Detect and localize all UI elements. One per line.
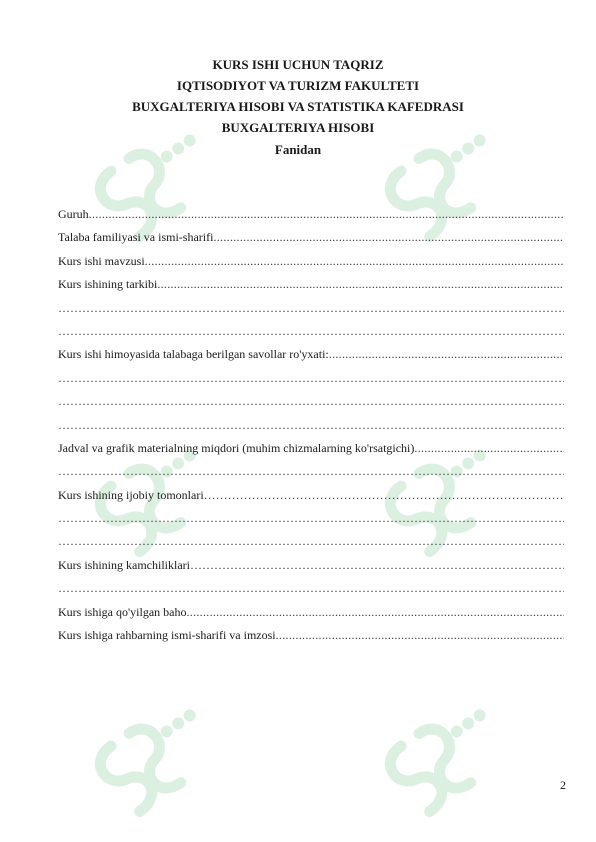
review-form [58, 203, 564, 647]
fill-line [89, 203, 564, 226]
soff-logo-icon [360, 700, 510, 830]
form-row-blank [58, 367, 564, 390]
field-label-grade: Kurs ishiga qo'yilgan baho [58, 604, 187, 619]
fill-line [213, 226, 564, 249]
form-row-group [58, 203, 564, 226]
form-row-strengths [58, 484, 564, 507]
field-label-topic: Kurs ishi mavzusi [58, 253, 145, 268]
field-label-group: Guruh [58, 207, 89, 221]
subject-suffix: Fanidan [274, 142, 322, 157]
field-label-questions: Kurs ishi himoyasida talabaga berilgan savollar ro'yxati: [58, 347, 329, 362]
fill-line [58, 390, 564, 413]
department-name: BUXGALTERIYA HISOBI VA STATISTIKA KAFEDRASI [132, 99, 464, 114]
form-row-blank [58, 577, 564, 600]
fill-line [414, 437, 564, 460]
fill-line [157, 273, 564, 296]
form-row-blank [58, 297, 564, 320]
document-header [0, 54, 596, 160]
fill-line [58, 530, 564, 553]
soff-logo-icon [70, 700, 220, 830]
fill-line [276, 624, 564, 647]
form-row-blank [58, 414, 564, 437]
form-row-weaknesses [58, 554, 564, 577]
form-row-topic [58, 250, 564, 273]
page-number: 2 [560, 778, 566, 792]
form-row-supervisor [58, 624, 564, 647]
fill-line [58, 577, 564, 600]
form-row-blank [58, 530, 564, 553]
form-row-blank [58, 320, 564, 343]
field-label-materials: Jadval va grafik materialning miqdori (muhim chizmalarning ko'rsatgichi) [58, 440, 415, 455]
field-label-weaknesses: Kurs ishining kamchiliklari [58, 557, 190, 572]
fill-line [329, 343, 564, 366]
fill-line [58, 460, 564, 483]
field-label-structure: Kurs ishining tarkibi [58, 277, 158, 292]
fill-line [58, 320, 564, 343]
field-label-supervisor: Kurs ishiga rahbarning ismi-sharifi va imzosi [58, 628, 276, 643]
field-label-strengths: Kurs ishining ijobiy tomonlari [58, 487, 204, 502]
fill-line [58, 297, 564, 320]
form-row-grade [58, 601, 564, 624]
form-row-questions [58, 343, 564, 366]
form-row-blank [58, 390, 564, 413]
form-row-structure [58, 273, 564, 296]
form-row-materials [58, 437, 564, 460]
form-row-student-name [58, 226, 564, 249]
fill-line [58, 367, 564, 390]
field-label-student-name: Talaba familiyasi va ismi-sharifi [58, 230, 214, 245]
document-title: KURS ISHI UCHUN TAQRIZ [212, 57, 384, 72]
form-row-blank [58, 507, 564, 530]
fill-line [204, 484, 564, 507]
fill-line [190, 554, 564, 577]
form-row-blank [58, 460, 564, 483]
faculty-name: IQTISODIYOT VA TURIZM FAKULTETI [176, 78, 420, 93]
subject-name: BUXGALTERIYA HISOBI [221, 120, 375, 135]
fill-line [58, 507, 564, 530]
fill-line [145, 250, 564, 273]
fill-line [186, 601, 564, 624]
fill-line [58, 414, 564, 437]
